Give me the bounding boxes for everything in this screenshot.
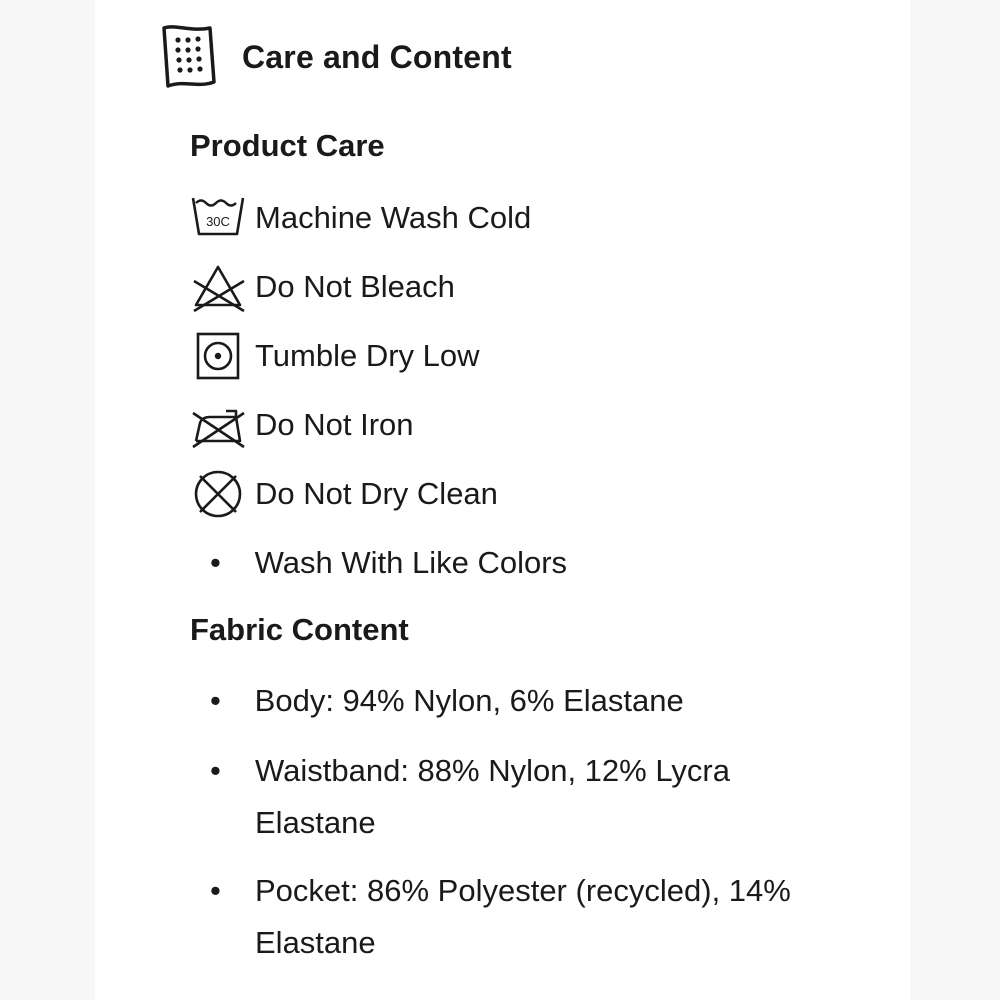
product-care-heading: Product Care xyxy=(190,128,385,163)
do-not-bleach-icon xyxy=(190,261,246,313)
care-item-do-not-dry-clean xyxy=(190,468,498,520)
bullet-icon: • xyxy=(210,545,221,580)
care-note-item xyxy=(210,537,850,589)
care-content-header xyxy=(158,22,512,92)
fabric-content-item xyxy=(210,675,850,727)
tumble-dry-low-icon xyxy=(190,330,246,382)
fabric-content-item xyxy=(210,865,850,969)
fabric-content-heading: Fabric Content xyxy=(190,612,409,647)
wash-temperature-text: 30C xyxy=(206,214,230,229)
care-item-do-not-iron xyxy=(190,399,414,451)
care-label: Do Not Bleach xyxy=(255,269,455,304)
care-label: Machine Wash Cold xyxy=(255,200,532,235)
care-item-machine-wash xyxy=(190,192,531,244)
care-tag-icon xyxy=(158,22,220,92)
do-not-dry-clean-icon xyxy=(190,468,246,520)
machine-wash-30c-icon xyxy=(190,192,246,244)
care-label: Do Not Dry Clean xyxy=(255,476,498,511)
fabric-content-text: Body: 94% Nylon, 6% Elastane xyxy=(254,683,684,718)
bullet-icon: • xyxy=(210,683,221,718)
bullet-icon: • xyxy=(210,873,221,908)
fabric-content-text: Waistband: 88% Nylon, 12% Lycra Elastane xyxy=(255,753,730,840)
care-label: Tumble Dry Low xyxy=(255,338,480,373)
bullet-icon: • xyxy=(210,753,221,788)
do-not-iron-icon xyxy=(190,399,246,451)
fabric-content-item xyxy=(210,745,850,849)
fabric-content-text: Pocket: 86% Polyester (recycled), 14% Elastane xyxy=(255,873,791,960)
page-title: Care and Content xyxy=(242,38,512,75)
care-note-text: Wash With Like Colors xyxy=(254,545,568,580)
care-label: Do Not Iron xyxy=(255,407,414,442)
care-item-tumble-dry-low xyxy=(190,330,480,382)
care-item-do-not-bleach xyxy=(190,261,455,313)
